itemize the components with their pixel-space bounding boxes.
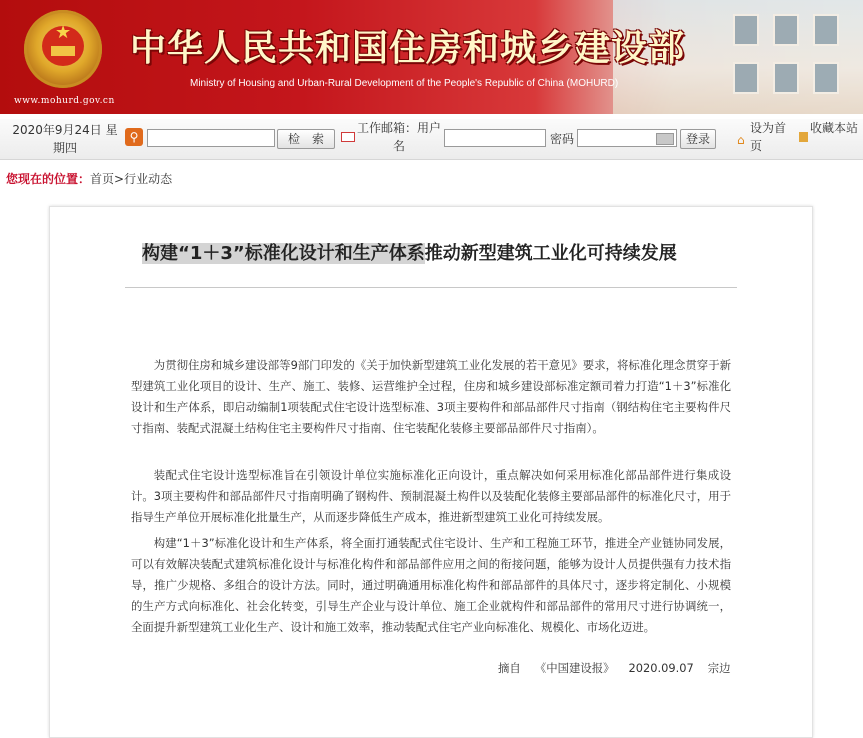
ministry-subtitle: Ministry of Housing and Urban-Rural Development of the People's Republic of China (MOHURD) (190, 78, 619, 89)
source-date: 2020.09.07 (628, 661, 694, 675)
username-input[interactable] (444, 129, 546, 147)
mail-username-label: 工作邮箱：用户名 (356, 121, 441, 153)
breadcrumb (6, 170, 172, 187)
top-toolbar (0, 119, 863, 160)
article-title (142, 239, 677, 265)
bookmark-icon[interactable] (799, 132, 808, 142)
add-favorite-link[interactable]: 收藏本站 (810, 121, 859, 135)
search-icon[interactable]: ⚲ (125, 128, 143, 146)
search-input[interactable] (147, 129, 275, 147)
mail-icon (341, 132, 355, 142)
search-button[interactable]: 检 索 (277, 129, 335, 149)
ministry-title: 中华人民共和国住房和城乡建设部 (130, 28, 686, 69)
set-homepage-link[interactable]: 设为首页 (750, 121, 787, 153)
source-name: 《中国建设报》 (534, 661, 615, 675)
source-prefix: 摘自 (498, 661, 521, 675)
keyboard-icon[interactable] (656, 133, 674, 145)
site-url: www.mohurd.gov.cn (14, 96, 115, 106)
site-banner (0, 0, 863, 114)
article-paragraph: 为贯彻住房和城乡建设部等9部门印发的《关于加快新型建筑工业化发展的若干意见》要求，将标准化理念贯穿于新型建筑工业化项目的设计、生产、施工、装修、运营维护全过程，住房和城乡建设部标准定额司着力打造“1＋3”标准化设计和生产体系，即启动编制1项装配式住宅设计选型标准、3项主要构件和部品部件尺寸指南（钢结构住宅主要构件尺寸指南、装配式混凝土结构住宅主要构件尺寸指南、住宅装配化装修主要部品部件尺寸指南）。 (131, 358, 731, 435)
breadcrumb-path[interactable]: 首页>行业动态 (90, 172, 173, 186)
national-emblem-icon[interactable]: ★ (24, 10, 102, 88)
password-label: 密码 (550, 132, 575, 146)
home-icon[interactable]: ⌂ (737, 133, 745, 147)
article-source (498, 660, 745, 676)
article-title-highlight: 构建“1＋3”标准化设计和生产体系 (142, 243, 425, 264)
breadcrumb-label: 您现在的位置： (6, 172, 91, 186)
article-paragraph: 构建“1＋3”标准化设计和生产体系，将全面打通装配式住宅设计、生产和工程施工环节，推进全产业链协同发展，可以有效解决装配式建筑标准化设计与标准化构件和部品部件应用之间的衔接问题，能够为设计人员提供强有力技术指导，推广少规格、多组合的设计方法。同时，通过明确通用标准化构件和部品部件的具体尺寸，逐步将定制化、小规模的生产方式向标准化、社会化转变，引导生产企业与设计单位、施工企业就构件和部品部件的常用尺寸进行协调统一，全面提升新型建筑工业化生产、设计和施工效率，推动装配式住宅产业向标准化、规模化、市场化迈进。 (131, 536, 731, 634)
article-paragraph: 装配式住宅设计选型标准旨在引领设计单位实施标准化正向设计，重点解决如何采用标准化部品部件进行集成设计。3项主要构件和部品部件尺寸指南明确了钢构件、预制混凝土构件以及装配化装修主要部品部件的标准化尺寸，用于指导生产单位开展标准化批量生产，从而逐步降低生产成本，推进新型建筑工业化可持续发展。 (131, 468, 731, 524)
article-title-rest: 推动新型建筑工业化可持续发展 (424, 243, 677, 264)
current-date: 2020年9月24日 星期四 (12, 123, 118, 155)
title-divider (125, 287, 737, 288)
article-panel (49, 206, 813, 738)
login-button[interactable]: 登录 (680, 129, 716, 149)
source-author: 宗边 (707, 661, 731, 675)
